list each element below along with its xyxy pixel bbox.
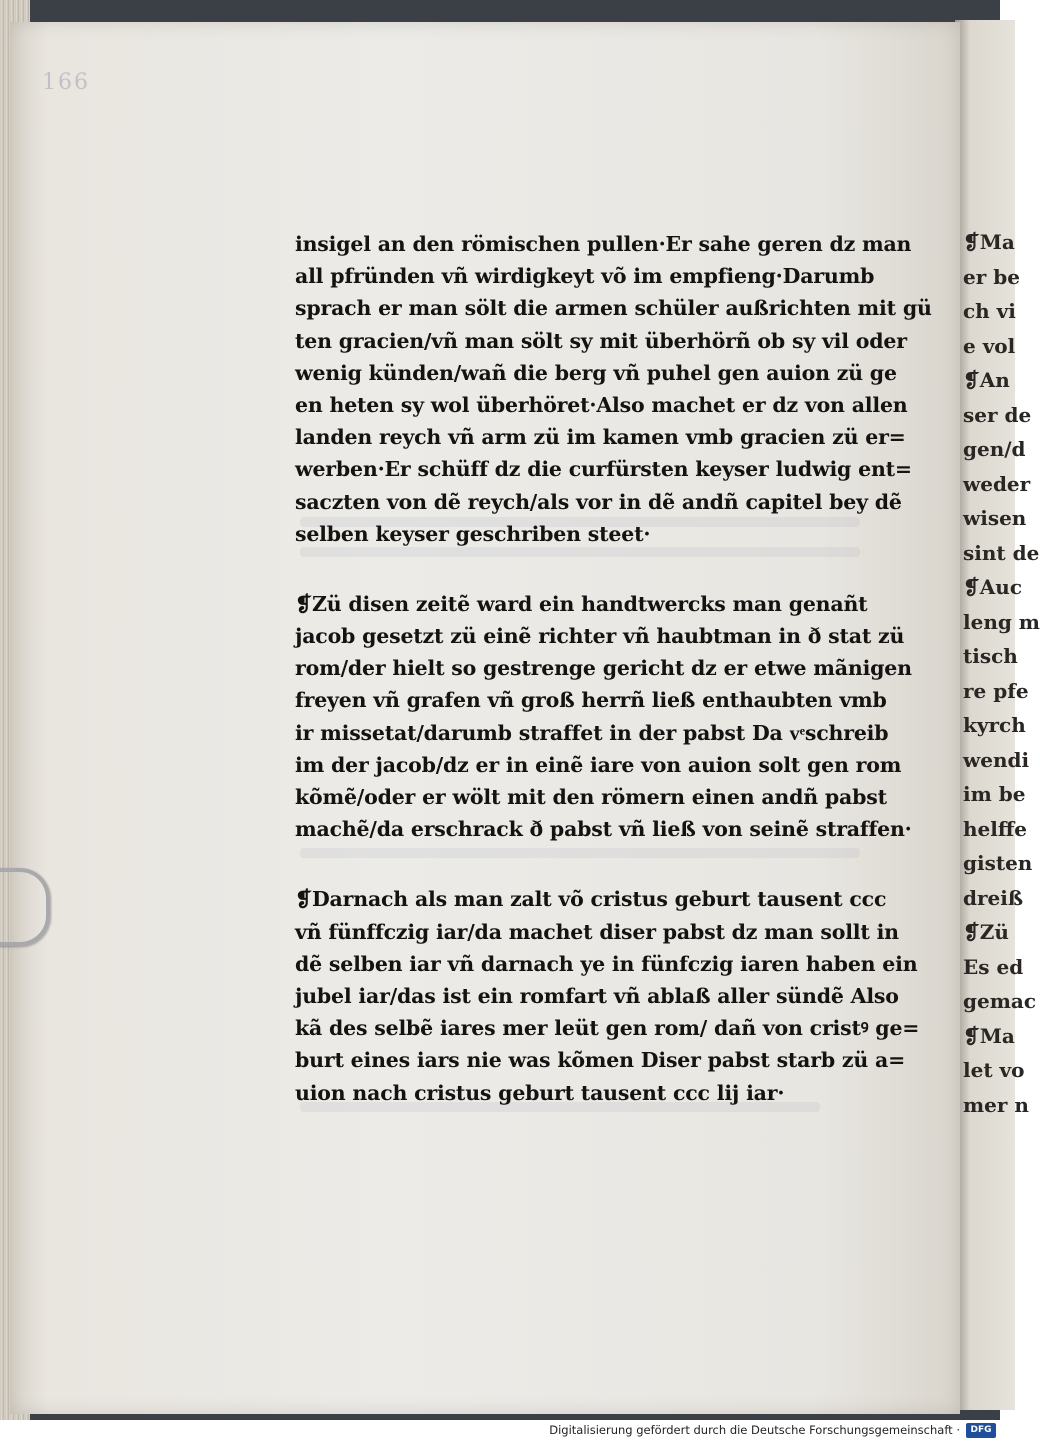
footer-bar bbox=[0, 1420, 1000, 1442]
paragraph-3 bbox=[295, 883, 920, 1108]
next-page-text-fragment: er be bbox=[963, 264, 1020, 289]
text-line: landen reych vñ arm zü im kamen vmb gracien zü er= bbox=[295, 425, 906, 450]
next-page-edge bbox=[955, 20, 1040, 1410]
paragraph-2 bbox=[295, 588, 912, 846]
text-line: kã des selbẽ iares mer leüt gen rom/ dañ von cristꝰ ge= bbox=[295, 1016, 920, 1041]
next-page-text-fragment: wisen bbox=[963, 506, 1027, 530]
text-line: jubel iar/das ist ein romfart vñ ablaß aller sündẽ Also bbox=[295, 983, 899, 1008]
text-line: all pfründen vñ wirdigkeyt võ im empfieng·Darumb bbox=[295, 264, 875, 289]
next-page-text-fragment: e vol bbox=[963, 333, 1016, 358]
text-line: ir missetat/darumb straffet in der pabst Da vͤschreib bbox=[295, 720, 889, 745]
text-line: jacob gesetzt zü einẽ richter vñ haubtman in ð stat zü bbox=[295, 624, 905, 649]
text-line: selben keyser geschriben steet· bbox=[295, 521, 651, 546]
next-page-text-fragment: ch vi bbox=[963, 299, 1016, 323]
text-line: en heten sy wol überhöret·Also machet er dz von allen bbox=[295, 392, 908, 417]
text-line: wenig künden/wañ die berg vñ puhel gen auion zü ge bbox=[295, 360, 897, 385]
text-line: kõmẽ/oder er wölt mit den römern einen andñ pabst bbox=[295, 785, 887, 809]
text-line: rom/der hielt so gestrenge gericht dz er etwe mãnigen bbox=[295, 656, 912, 681]
next-page-text-fragment: leng m bbox=[963, 609, 1040, 634]
next-page-text-fragment: weder bbox=[963, 471, 1031, 496]
next-page-text-fragment: gen/d bbox=[963, 437, 1026, 461]
text-line: dẽ selben iar vñ darnach ye in fünfczig iaren haben ein bbox=[295, 951, 918, 976]
text-line: saczten von dẽ reych/als vor in dẽ andñ capitel bey dẽ bbox=[295, 489, 902, 514]
next-page-text-fragment: re pfe bbox=[963, 678, 1029, 703]
next-page-text-fragment: ❡Auc bbox=[963, 575, 1022, 599]
paragraph-1 bbox=[295, 228, 932, 550]
paper-clip bbox=[0, 868, 50, 946]
next-page-text-fragment: ser de bbox=[963, 402, 1032, 427]
text-line: ten gracien/vñ man sölt sy mit überhörñ ob sy vil oder bbox=[295, 328, 907, 353]
next-page-text-fragment: ❡Ma bbox=[963, 230, 1015, 254]
faint-page-number: 166 bbox=[42, 70, 90, 95]
next-page-text-fragment: ❡An bbox=[963, 368, 1010, 392]
text-line: im der jacob/dz er in einẽ iare von auion solt gen rom bbox=[295, 752, 902, 777]
next-page-text-fragment: sint de bbox=[963, 540, 1040, 565]
next-page-text-fragment: mer n bbox=[963, 1092, 1029, 1117]
next-page-text-fragment: im be bbox=[963, 782, 1026, 806]
next-page-text-fragment: ❡Ma bbox=[963, 1023, 1015, 1048]
next-page-text-fragment: dreiß bbox=[963, 885, 1024, 910]
dfg-logo: DFG bbox=[966, 1423, 996, 1438]
text-block bbox=[295, 228, 932, 1109]
next-page-text-fragment: kyrch bbox=[963, 713, 1026, 737]
text-line: ❡Darnach als man zalt võ cristus geburt tausent ccc bbox=[295, 887, 887, 912]
text-line: machẽ/da erschrack ð pabst vñ ließ von seinẽ straffen· bbox=[295, 817, 912, 842]
next-page-text-fragment: gemac bbox=[963, 989, 1037, 1013]
document-page bbox=[10, 22, 960, 1414]
next-page-text-fragment: let vo bbox=[963, 1058, 1025, 1082]
text-line: sprach er man sölt die armen schüler außrichten mit gü bbox=[295, 296, 932, 321]
next-page-text-fragment: gisten bbox=[963, 851, 1033, 875]
text-line: vñ fünffczig iar/da machet diser pabst dz man sollt in bbox=[295, 919, 899, 944]
next-page-text-fragment: wendi bbox=[963, 747, 1030, 772]
next-page-text-fragment: tisch bbox=[963, 644, 1018, 668]
funding-notice: Digitalisierung gefördert durch die Deutsche Forschungsgemeinschaft · bbox=[549, 1423, 960, 1437]
next-page-text-fragment: helffe bbox=[963, 816, 1028, 841]
text-line: werben·Er schüff dz die curfürsten keyser ludwig ent= bbox=[295, 457, 912, 482]
next-page-text-fragment: ❡Zü bbox=[963, 920, 1009, 944]
text-line: burt eines iars nie was kõmen Diser pabst starb zü a= bbox=[295, 1048, 906, 1073]
text-line: ❡Zü disen zeitẽ ward ein handtwercks man genañt bbox=[295, 591, 868, 616]
text-line: uion nach cristus geburt tausent ccc lij iar· bbox=[295, 1080, 785, 1105]
text-line: insigel an den römischen pullen·Er sahe geren dz man bbox=[295, 232, 912, 256]
next-page-text-fragment: Es ed bbox=[963, 954, 1024, 979]
text-line: freyen vñ grafen vñ groß herrñ ließ enthaubten vmb bbox=[295, 688, 887, 713]
